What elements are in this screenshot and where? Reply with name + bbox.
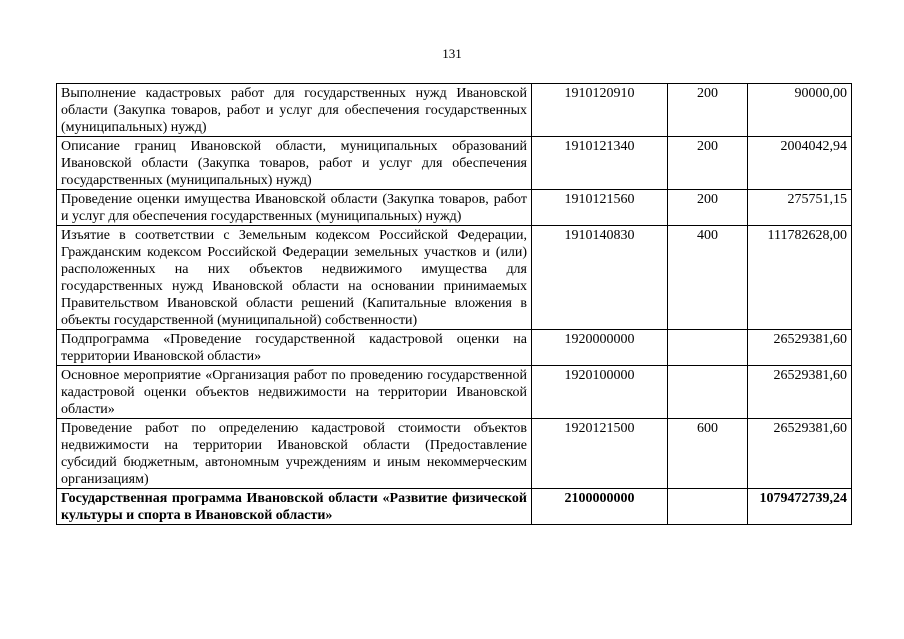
table-row xyxy=(57,419,852,489)
table-row xyxy=(57,226,852,330)
row-code-cell: 1910120910 xyxy=(532,84,668,137)
row-type-cell xyxy=(668,366,748,419)
budget-table xyxy=(56,83,852,525)
page-number: 131 xyxy=(442,46,462,61)
row-name-cell: Государственная программа Ивановской области «Развитие физической культуры и спорта в Ивановской области» xyxy=(57,489,532,525)
row-sum-cell: 90000,00 xyxy=(748,84,852,137)
row-name-cell: Описание границ Ивановской области, муниципальных образований Ивановской области (Закупка товаров, работ и услуг для обеспечения государственных (муниципальных) нужд) xyxy=(57,137,532,190)
row-name-cell: Проведение работ по определению кадастровой стоимости объектов недвижимости на территории Ивановской области (Предоставление субсидий бюджетным, автономным учреждениям и иным некоммерческим организациям) xyxy=(57,419,532,489)
row-name-cell: Основное мероприятие «Организация работ по проведению государственной кадастровой оценки объектов недвижимости на территории Ивановской области» xyxy=(57,366,532,419)
row-sum-cell: 26529381,60 xyxy=(748,330,852,366)
row-type-cell: 200 xyxy=(668,84,748,137)
row-code-cell: 1920000000 xyxy=(532,330,668,366)
row-type-cell xyxy=(668,330,748,366)
row-name-cell: Изъятие в соответствии с Земельным кодексом Российской Федерации, Гражданским кодексом Российской Федерации земельных участков и (или) расположенных на них объектов недвижимого имущества для государственных нужд Ивановской области на основании принимаемых Правительством Ивановской области решений (Капитальные вложения в объекты государственной (муниципальной) собственности) xyxy=(57,226,532,330)
row-code-cell: 1920121500 xyxy=(532,419,668,489)
row-sum-cell: 275751,15 xyxy=(748,190,852,226)
table-row xyxy=(57,84,852,137)
row-name-cell: Проведение оценки имущества Ивановской области (Закупка товаров, работ и услуг для обеспечения государственных (муниципальных) нужд) xyxy=(57,190,532,226)
row-sum-cell: 1079472739,24 xyxy=(748,489,852,525)
table-row xyxy=(57,190,852,226)
row-code-cell: 1910140830 xyxy=(532,226,668,330)
row-code-cell: 1910121560 xyxy=(532,190,668,226)
table-row xyxy=(57,366,852,419)
row-type-cell: 600 xyxy=(668,419,748,489)
row-type-cell xyxy=(668,489,748,525)
table-row xyxy=(57,137,852,190)
row-type-cell: 400 xyxy=(668,226,748,330)
row-type-cell: 200 xyxy=(668,190,748,226)
row-type-cell: 200 xyxy=(668,137,748,190)
table-row xyxy=(57,330,852,366)
row-code-cell: 1910121340 xyxy=(532,137,668,190)
row-sum-cell: 111782628,00 xyxy=(748,226,852,330)
row-sum-cell: 26529381,60 xyxy=(748,366,852,419)
row-sum-cell: 2004042,94 xyxy=(748,137,852,190)
row-code-cell: 1920100000 xyxy=(532,366,668,419)
row-name-cell: Выполнение кадастровых работ для государственных нужд Ивановской области (Закупка товаров, работ и услуг для обеспечения государственных (муниципальных) нужд) xyxy=(57,84,532,137)
row-name-cell: Подпрограмма «Проведение государственной кадастровой оценки на территории Ивановской области» xyxy=(57,330,532,366)
row-code-cell: 2100000000 xyxy=(532,489,668,525)
table-row-program-total xyxy=(57,489,852,525)
row-sum-cell: 26529381,60 xyxy=(748,419,852,489)
